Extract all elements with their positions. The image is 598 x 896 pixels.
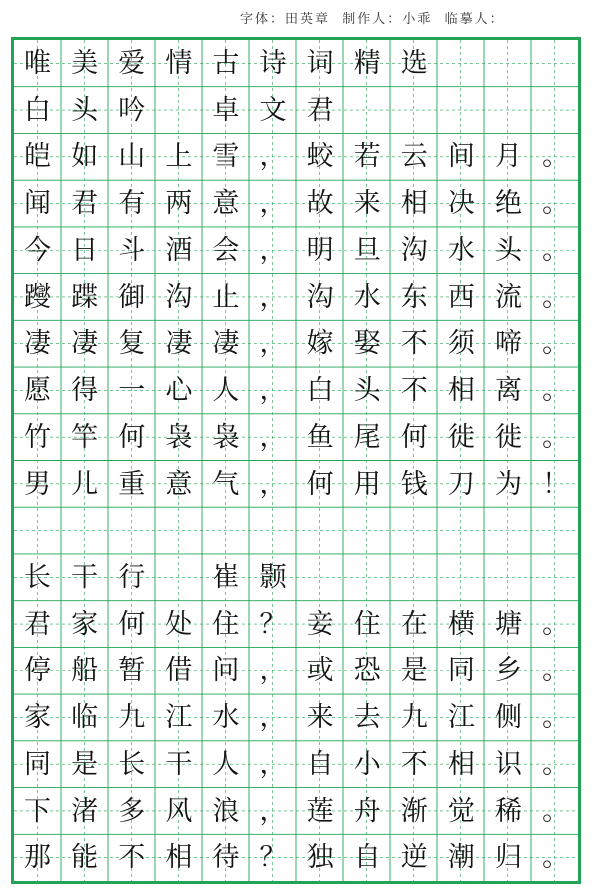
character-cell: 一 xyxy=(118,375,146,407)
character-cell: 斗 xyxy=(118,234,146,266)
character-cell: 心 xyxy=(165,375,193,407)
character-cell: 稀 xyxy=(494,795,522,827)
character-cell: 或 xyxy=(306,655,334,687)
character-cell: 妾 xyxy=(306,608,334,640)
character-cell: 临 xyxy=(71,702,99,734)
character-cell: 停 xyxy=(24,655,52,687)
character-cell: 愿 xyxy=(24,375,52,407)
character-cell: 文 xyxy=(259,94,287,126)
character-cell: 自 xyxy=(353,842,381,874)
character-cell: ， xyxy=(259,421,287,453)
character-cell: 能 xyxy=(71,842,99,874)
character-cell: 。 xyxy=(542,328,570,360)
character-cell: 流 xyxy=(494,281,522,313)
character-cell: 风 xyxy=(165,795,193,827)
character-cell: ， xyxy=(259,375,287,407)
character-cell: 行 xyxy=(118,561,146,593)
poem-line xyxy=(14,320,579,367)
character-cell: 鱼 xyxy=(306,421,334,453)
character-cell: 情 xyxy=(165,48,193,79)
character-cell: 是 xyxy=(71,748,99,780)
character-cell: 去 xyxy=(353,702,381,734)
character-cell: 竿 xyxy=(71,421,99,453)
character-cell: 竹 xyxy=(24,421,52,453)
character-cell: 横 xyxy=(447,608,475,640)
character-cell: 吟 xyxy=(118,94,146,126)
character-cell: 。 xyxy=(542,375,570,407)
character-cell: 来 xyxy=(353,188,381,220)
character-cell: 上 xyxy=(165,141,193,173)
character-cell: 古 xyxy=(212,48,240,79)
character-cell: 会 xyxy=(212,234,240,266)
character-cell: 君 xyxy=(306,94,334,126)
character-cell: 钱 xyxy=(400,468,428,500)
character-cell: 躞 xyxy=(24,281,52,313)
character-cell: ， xyxy=(259,328,287,360)
character-cell: 闻 xyxy=(24,188,52,220)
character-cell: 颢 xyxy=(259,561,287,593)
character-cell: ， xyxy=(259,748,287,780)
poem-line xyxy=(14,180,579,227)
character-cell: 。 xyxy=(542,655,570,687)
character-cell: 今 xyxy=(24,234,52,266)
character-cell: 卓 xyxy=(212,94,240,126)
character-cell: 相 xyxy=(447,748,475,780)
character-cell: 船 xyxy=(71,655,99,687)
character-cell: 日 xyxy=(71,234,99,266)
character-cell: 。 xyxy=(542,234,570,266)
character-cell: 须 xyxy=(447,328,475,360)
character-cell: ？ xyxy=(259,842,287,874)
poem-line xyxy=(14,227,579,274)
character-cell: 在 xyxy=(400,608,428,640)
character-cell: 故 xyxy=(306,188,334,220)
character-cell: 徙 xyxy=(447,421,475,453)
character-cell: 头 xyxy=(353,375,381,407)
character-cell: 间 xyxy=(447,141,475,173)
character-cell: 江 xyxy=(447,702,475,734)
character-cell: 人 xyxy=(212,375,240,407)
character-cell: 水 xyxy=(212,702,240,734)
character-cell: 尾 xyxy=(353,421,381,453)
character-cell: 意 xyxy=(212,188,240,220)
character-cell: 不 xyxy=(400,328,428,360)
character-cell: 绝 xyxy=(494,188,522,220)
character-cell: 。 xyxy=(542,608,570,640)
character-cell: 白 xyxy=(306,375,334,407)
character-cell: 。 xyxy=(542,795,570,827)
character-cell: 同 xyxy=(24,748,52,780)
poem-line xyxy=(14,788,579,835)
character-cell: 何 xyxy=(118,421,146,453)
character-cell: 云 xyxy=(400,141,428,173)
character-cell: 沟 xyxy=(165,281,193,313)
poem-line xyxy=(14,367,579,414)
character-cell: 若 xyxy=(353,141,381,173)
character-cell: 问 xyxy=(212,655,240,687)
character-cell: 长 xyxy=(24,561,52,593)
character-cell: 人 xyxy=(212,748,240,780)
maker-label: 制作人： xyxy=(342,12,403,27)
character-cell: 借 xyxy=(165,655,193,687)
character-cell: 住 xyxy=(212,608,240,640)
character-cell: 暂 xyxy=(118,655,146,687)
character-cell: 两 xyxy=(165,188,193,220)
character-cell: 儿 xyxy=(71,468,99,500)
character-cell: 潮 xyxy=(447,842,475,874)
character-cell: 恐 xyxy=(353,655,381,687)
poem-line xyxy=(14,274,579,321)
character-cell: ， xyxy=(259,468,287,500)
poem-line xyxy=(14,741,579,788)
character-cell: 酒 xyxy=(165,234,193,266)
character-cell: 江 xyxy=(165,702,193,734)
character-cell: 气 xyxy=(212,468,240,500)
character-cell: 雪 xyxy=(212,141,240,173)
character-cell: 侧 xyxy=(494,702,522,734)
character-cell: ！ xyxy=(542,468,570,500)
character-cell: 诗 xyxy=(259,48,287,79)
character-cell: 旦 xyxy=(353,234,381,266)
character-cell: 如 xyxy=(71,141,99,173)
character-cell: 水 xyxy=(353,281,381,313)
poem-line xyxy=(14,461,579,508)
character-cell: 凄 xyxy=(71,328,99,360)
character-cell: 九 xyxy=(118,702,146,734)
character-cell: 不 xyxy=(118,842,146,874)
character-cell: 爱 xyxy=(118,48,146,79)
character-cell: 那 xyxy=(24,842,52,874)
character-cell: 。 xyxy=(542,281,570,313)
character-cell: 干 xyxy=(71,561,99,593)
character-cell: 相 xyxy=(400,188,428,220)
character-cell: 精 xyxy=(353,48,381,79)
character-cell: ， xyxy=(259,141,287,173)
character-cell: 觉 xyxy=(447,795,475,827)
character-cell: 复 xyxy=(118,328,146,360)
character-cell: 意 xyxy=(165,468,193,500)
character-cell: 塘 xyxy=(494,608,522,640)
character-cell: 家 xyxy=(71,608,99,640)
character-cell: 娶 xyxy=(353,328,381,360)
character-cell: 选 xyxy=(400,48,428,79)
character-cell xyxy=(155,554,202,601)
poem-line xyxy=(14,40,438,87)
character-cell: 。 xyxy=(542,702,570,734)
character-cell: 徙 xyxy=(494,421,522,453)
character-cell: 浪 xyxy=(212,795,240,827)
character-cell: 唯 xyxy=(24,48,52,79)
character-cell: 凄 xyxy=(212,328,240,360)
character-cell: 独 xyxy=(306,842,334,874)
poem-line xyxy=(14,414,579,461)
worksheet-header xyxy=(240,8,590,32)
poem-line xyxy=(14,87,344,134)
character-cell: 是 xyxy=(400,655,428,687)
character-cell: 何 xyxy=(400,421,428,453)
character-cell: 待 xyxy=(212,842,240,874)
character-cell: 蹀 xyxy=(71,281,99,313)
character-cell: 离 xyxy=(494,375,522,407)
poem-line xyxy=(14,601,579,648)
character-cell: 干 xyxy=(165,748,193,780)
character-cell: 君 xyxy=(71,188,99,220)
character-cell xyxy=(155,87,202,134)
character-cell: 月 xyxy=(494,141,522,173)
character-cell: 君 xyxy=(24,608,52,640)
character-cell: 男 xyxy=(24,468,52,500)
poem-line xyxy=(14,834,579,881)
character-cell: 九 xyxy=(400,702,428,734)
character-cell: ， xyxy=(259,234,287,266)
character-cell: 凄 xyxy=(165,328,193,360)
character-cell: 止 xyxy=(212,281,240,313)
character-cell: ？ xyxy=(259,608,287,640)
poem-line xyxy=(14,133,579,180)
poem-line xyxy=(14,647,579,694)
character-cell: 用 xyxy=(353,468,381,500)
character-cell: 袅 xyxy=(212,421,240,453)
character-cell: 家 xyxy=(24,702,52,734)
font-label: 字体： xyxy=(240,12,286,27)
character-cell: 乡 xyxy=(494,655,522,687)
character-cell: 。 xyxy=(542,842,570,874)
character-cell: 小 xyxy=(353,748,381,780)
character-cell: 逆 xyxy=(400,842,428,874)
character-cell: 山 xyxy=(118,141,146,173)
character-cell: 。 xyxy=(542,141,570,173)
character-cell: 水 xyxy=(447,234,475,266)
character-cell: 美 xyxy=(71,48,99,79)
character-cell: 莲 xyxy=(306,795,334,827)
practice-sheet xyxy=(11,37,581,884)
character-cell: 沟 xyxy=(306,281,334,313)
character-cell: 渚 xyxy=(71,795,99,827)
character-cell: 袅 xyxy=(165,421,193,453)
character-cell: 有 xyxy=(118,188,146,220)
character-cell: 为 xyxy=(494,468,522,500)
character-cell: 渐 xyxy=(400,795,428,827)
character-cell: 。 xyxy=(542,748,570,780)
character-cell: 。 xyxy=(542,421,570,453)
character-cell: 词 xyxy=(306,48,334,79)
character-cell: 长 xyxy=(118,748,146,780)
character-cell: ， xyxy=(259,655,287,687)
character-cell: 头 xyxy=(71,94,99,126)
character-cell: 重 xyxy=(118,468,146,500)
character-cell: 啼 xyxy=(494,328,522,360)
poem-text xyxy=(14,40,578,881)
character-cell: 头 xyxy=(494,234,522,266)
character-cell: 同 xyxy=(447,655,475,687)
character-cell: 何 xyxy=(306,468,334,500)
character-cell: 。 xyxy=(542,188,570,220)
character-cell: 处 xyxy=(165,608,193,640)
character-cell: 白 xyxy=(24,94,52,126)
character-cell: 来 xyxy=(306,702,334,734)
character-cell: 不 xyxy=(400,748,428,780)
character-cell: 明 xyxy=(306,234,334,266)
character-cell: 西 xyxy=(447,281,475,313)
character-cell: 不 xyxy=(400,375,428,407)
font-name: 田英章 xyxy=(285,12,331,27)
character-cell: 下 xyxy=(24,795,52,827)
poem-line xyxy=(14,554,297,601)
character-cell: 东 xyxy=(400,281,428,313)
character-cell: 归 xyxy=(494,842,522,874)
character-cell: ， xyxy=(259,795,287,827)
character-cell: 识 xyxy=(494,748,522,780)
character-cell: ， xyxy=(259,188,287,220)
character-cell: 多 xyxy=(118,795,146,827)
character-cell: 崔 xyxy=(212,561,240,593)
character-cell: ， xyxy=(259,281,287,313)
maker-name: 小乖 xyxy=(402,12,433,27)
character-cell: 舟 xyxy=(353,795,381,827)
character-cell: 御 xyxy=(118,281,146,313)
character-cell: 嫁 xyxy=(306,328,334,360)
character-cell: 相 xyxy=(165,842,193,874)
character-cell: 决 xyxy=(447,188,475,220)
character-cell: 何 xyxy=(118,608,146,640)
character-cell: 住 xyxy=(353,608,381,640)
character-cell: 相 xyxy=(447,375,475,407)
character-cell: ， xyxy=(259,702,287,734)
character-cell: 凄 xyxy=(24,328,52,360)
character-cell: 蛟 xyxy=(306,141,334,173)
character-cell: 刀 xyxy=(447,468,475,500)
character-cell: 皑 xyxy=(24,141,52,173)
character-cell: 得 xyxy=(71,375,99,407)
character-cell: 沟 xyxy=(400,234,428,266)
copier-label: 临摹人： xyxy=(444,12,505,27)
poem-line xyxy=(14,694,579,741)
character-cell: 自 xyxy=(306,748,334,780)
